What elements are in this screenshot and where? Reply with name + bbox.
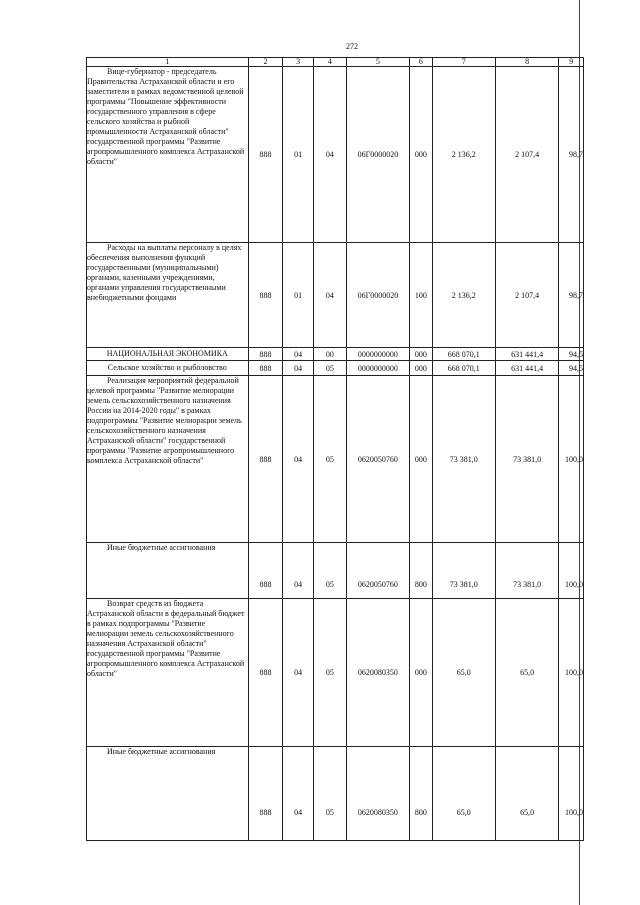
target-article-code: 0620080350: [346, 599, 409, 747]
execution-percent: 100,0: [559, 599, 584, 747]
subsection-code: 04: [314, 243, 347, 348]
fact-amount: 65,0: [495, 599, 558, 747]
table-row: [87, 599, 584, 747]
subsection-code: 04: [314, 67, 347, 243]
table-row: [87, 348, 584, 361]
grbs-code: 888: [248, 348, 283, 361]
row-name: Иные бюджетные ассигнования: [87, 543, 249, 599]
plan-amount: 65,0: [432, 599, 495, 747]
target-article-code: 06Г0000020: [346, 243, 409, 348]
expense-type-code: 000: [410, 376, 432, 543]
row-name: Возврат средств из бюджета Астраханской области в федеральный бюджет в рамках подпрограммы "Развитие мелиорации земель сельскохозяйственного назначения Астраханской области" государственной программы "Развитие агропромышленного комплекса Астраханской области": [87, 599, 249, 747]
header-cell: 1: [87, 58, 249, 67]
grbs-code: 888: [248, 599, 283, 747]
subsection-code: 05: [314, 543, 347, 599]
section-code: 01: [283, 67, 314, 243]
header-cell: 7: [432, 58, 495, 67]
header-cell: 4: [314, 58, 347, 67]
plan-amount: 73 381,0: [432, 376, 495, 543]
plan-amount: 73 381,0: [432, 543, 495, 599]
fact-amount: 65,0: [495, 747, 558, 841]
grbs-code: 888: [248, 747, 283, 841]
execution-percent: 100,0: [559, 376, 584, 543]
subsection-code: 05: [314, 361, 347, 376]
plan-amount: 65,0: [432, 747, 495, 841]
target-article-code: 0000000000: [346, 348, 409, 361]
grbs-code: 888: [248, 361, 283, 376]
section-code: 04: [283, 376, 314, 543]
target-article-code: 0620080350: [346, 747, 409, 841]
header-row: [87, 58, 584, 67]
grbs-code: 888: [248, 376, 283, 543]
plan-amount: 2 136,2: [432, 243, 495, 348]
table-row: [87, 376, 584, 543]
header-cell: 5: [346, 58, 409, 67]
section-code: 04: [283, 361, 314, 376]
fact-amount: 631 441,4: [495, 348, 558, 361]
row-name: НАЦИОНАЛЬНАЯ ЭКОНОМИКА: [87, 348, 249, 361]
row-name: Вице-губернатор - председатель Правительства Астраханской области и его заместители в рамках ведомственной целевой программы "Повышение эффективности государственного управления в сфере сельского хозяйства и рыбной промышленности Астраханской области" государственной программы "Развитие агропромышленного комплекса Астраханской области": [87, 67, 249, 243]
section-code: 04: [283, 747, 314, 841]
section-code: 04: [283, 599, 314, 747]
row-name: Расходы на выплаты персоналу в целях обеспечения выполнения функций государственными (муниципальными) органами, казенными учреждениями, органами управления государственными внебюджетными фондами: [87, 243, 249, 348]
header-cell: 3: [283, 58, 314, 67]
page-number: 272: [346, 42, 358, 51]
row-name: Иные бюджетные ассигнования: [87, 747, 249, 841]
target-article-code: 0620050760: [346, 543, 409, 599]
fact-amount: 2 107,4: [495, 67, 558, 243]
grbs-code: 888: [248, 243, 283, 348]
table-row: [87, 243, 584, 348]
execution-percent: 98,7: [559, 243, 584, 348]
table-row: [87, 747, 584, 841]
subsection-code: 05: [314, 599, 347, 747]
execution-percent: 100,0: [559, 543, 584, 599]
header-cell: 6: [410, 58, 432, 67]
section-code: 01: [283, 243, 314, 348]
section-code: 04: [283, 543, 314, 599]
grbs-code: 888: [248, 543, 283, 599]
expense-type-code: 000: [410, 361, 432, 376]
plan-amount: 668 070,1: [432, 361, 495, 376]
expense-type-code: 000: [410, 67, 432, 243]
execution-percent: 94,5: [559, 348, 584, 361]
grbs-code: 888: [248, 67, 283, 243]
fact-amount: 73 381,0: [495, 543, 558, 599]
section-code: 04: [283, 348, 314, 361]
execution-percent: 94,5: [559, 361, 584, 376]
row-name: Реализация мероприятий федеральной целевой программы "Развитие мелиорации земель сельскохозяйственного назначения России на 2014-2020 годы" в рамках подпрограммы "Развитие мелиорации земель сельскохозяйственного назначения Астраханской области" государственной программы "Развитие агропромышленного комплекса Астраханской области": [87, 376, 249, 543]
subsection-code: 00: [314, 348, 347, 361]
expense-type-code: 000: [410, 599, 432, 747]
budget-table: [86, 57, 584, 841]
target-article-code: 0000000000: [346, 361, 409, 376]
expense-type-code: 800: [410, 747, 432, 841]
execution-percent: 98,7: [559, 67, 584, 243]
fact-amount: 73 381,0: [495, 376, 558, 543]
plan-amount: 668 070,1: [432, 348, 495, 361]
subsection-code: 05: [314, 376, 347, 543]
execution-percent: 100,0: [559, 747, 584, 841]
header-cell: 8: [495, 58, 558, 67]
expense-type-code: 000: [410, 348, 432, 361]
target-article-code: 0620050760: [346, 376, 409, 543]
expense-type-code: 100: [410, 243, 432, 348]
target-article-code: 06Г0000020: [346, 67, 409, 243]
expense-type-code: 800: [410, 543, 432, 599]
row-name: Сельское хозяйство и рыболовство: [87, 361, 249, 376]
table-row: [87, 361, 584, 376]
subsection-code: 05: [314, 747, 347, 841]
plan-amount: 2 136,2: [432, 67, 495, 243]
fact-amount: 2 107,4: [495, 243, 558, 348]
header-cell: 9: [559, 58, 584, 67]
fact-amount: 631 441,4: [495, 361, 558, 376]
table-row: [87, 67, 584, 243]
table-row: [87, 543, 584, 599]
header-cell: 2: [248, 58, 283, 67]
